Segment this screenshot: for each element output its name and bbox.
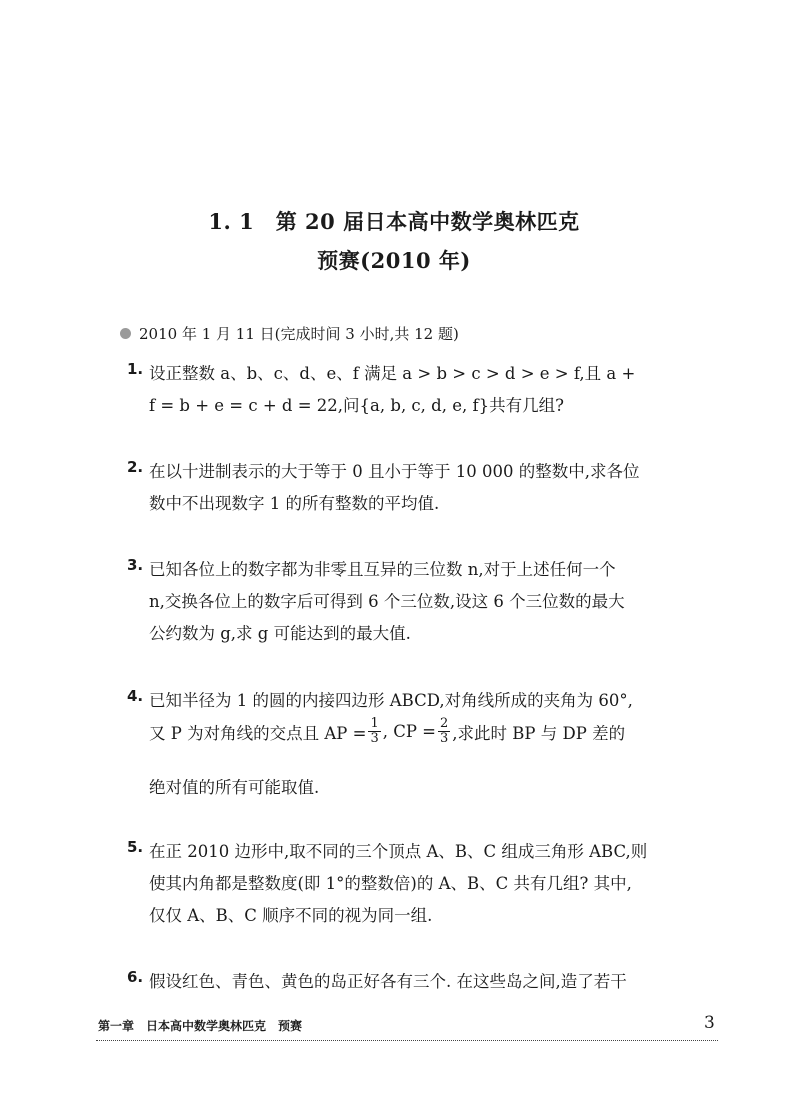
problem-line: 假设红色、青色、黄色的岛正好各有三个. 在这些岛之间,造了若干 — [149, 972, 627, 991]
problem-number: 1. — [127, 360, 144, 378]
problem-line: 公约数为 g,求 g 可能达到的最大值. — [149, 624, 411, 643]
problem-line: 使其内角都是整数度(即 1°的整数倍)的 A、B、C 共有几组? 其中, — [149, 874, 632, 893]
problem-line: 已知半径为 1 的圆的内接四边形 ABCD,对角线所成的夹角为 60°, — [149, 691, 633, 710]
problem-line: f = b + e = c + d = 22,问{a, b, c, d, e, f}共有几组? — [149, 396, 564, 415]
problem-text-part: , CP = — [382, 722, 437, 741]
exam-info-text: 2010 年 1 月 11 日(完成时间 3 小时,共 12 题) — [139, 325, 459, 343]
fraction-denominator: 3 — [370, 731, 379, 746]
problem-line: 绝对值的所有可能取值. — [149, 778, 320, 797]
problem-number: 4. — [127, 687, 144, 705]
running-footer-chapter: 第一章 日本高中数学奥林匹克 预赛 — [98, 1019, 303, 1033]
problem-text-part: 又 P 为对角线的交点且 AP = — [149, 723, 367, 743]
problem-text-part: ,求此时 BP 与 DP 差的 — [452, 723, 626, 743]
section-title-line2: 预赛(2010 年) — [317, 248, 471, 273]
page-number: 3 — [704, 1013, 715, 1033]
fraction-numerator: 2 — [440, 716, 449, 731]
problem-line: 仅仅 A、B、C 顺序不同的视为同一组. — [149, 906, 433, 925]
problem-line: 设正整数 a、b、c、d、e、f 满足 a > b > c > d > e > f,且 a + — [149, 364, 636, 383]
problem-number: 6. — [127, 968, 144, 986]
problem-line: 数中不出现数字 1 的所有整数的平均值. — [149, 494, 440, 513]
problem-line-with-fractions — [149, 717, 625, 746]
problem-number: 3. — [127, 556, 144, 574]
problem-line: 已知各位上的数字都为非零且互异的三位数 n,对于上述任何一个 — [149, 560, 616, 579]
fraction-denominator: 3 — [440, 731, 449, 746]
fraction-numerator: 1 — [370, 716, 379, 731]
section-title-line1: 1. 1 第 20 届日本高中数学奥林匹克 — [208, 209, 580, 234]
footer-divider — [96, 1040, 718, 1041]
problem-number: 5. — [127, 838, 144, 856]
problem-line: 在正 2010 边形中,取不同的三个顶点 A、B、C 组成三角形 ABC,则 — [149, 842, 648, 861]
problem-line: n,交换各位上的数字后可得到 6 个三位数,设这 6 个三位数的最大 — [149, 592, 625, 611]
problem-number: 2. — [127, 458, 144, 476]
fraction-cp — [438, 717, 450, 746]
bullet-icon — [120, 328, 131, 339]
problem-line: 在以十进制表示的大于等于 0 且小于等于 10 000 的整数中,求各位 — [149, 462, 640, 481]
exam-info — [120, 323, 459, 344]
fraction-ap — [368, 717, 380, 746]
